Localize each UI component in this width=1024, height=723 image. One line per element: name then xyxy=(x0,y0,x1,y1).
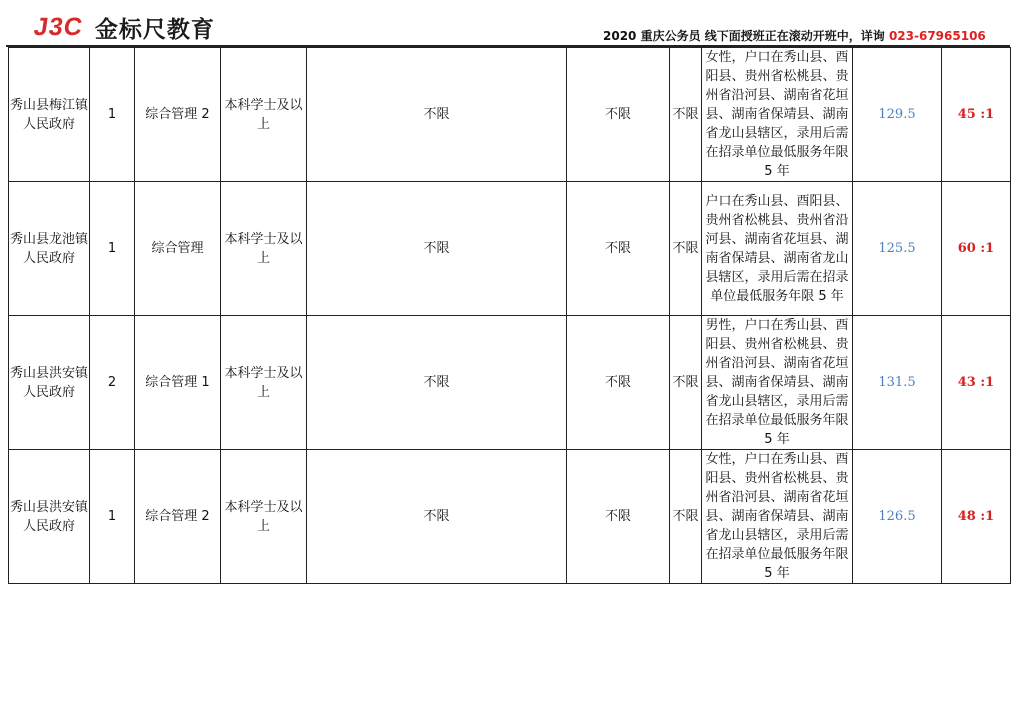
table-row xyxy=(9,316,1011,450)
cell-unit: 秀山县洪安镇人民政府 xyxy=(9,450,90,584)
recruitment-table xyxy=(8,47,1011,584)
cell-education: 本科学士及以上 xyxy=(221,450,307,584)
cell-conditions: 男性，户口在秀山县、酉阳县、贵州省松桃县、贵州省沿河县、湖南省花垣县、湖南省保靖县、湖南省龙山县辖区，录用后需在招录单位最低服务年限 5 年 xyxy=(702,316,853,450)
cell-ratio: 48 :1 xyxy=(942,450,1011,584)
cell-score: 131.5 xyxy=(853,316,942,450)
logo-text: 金标尺教育 xyxy=(94,16,215,43)
table-row xyxy=(9,48,1011,182)
logo-mark: J3C xyxy=(32,12,85,41)
cell-position: 综合管理 2 xyxy=(135,48,221,182)
cell-requirement-2: 不限 xyxy=(670,48,702,182)
cell-position: 综合管理 2 xyxy=(135,450,221,584)
page-header xyxy=(0,0,1024,46)
cell-education: 本科学士及以上 xyxy=(221,316,307,450)
cell-ratio: 45 :1 xyxy=(942,48,1011,182)
cell-score: 129.5 xyxy=(853,48,942,182)
contact-phone: 023-67965106 xyxy=(888,29,986,43)
cell-ratio: 60 :1 xyxy=(942,182,1011,316)
cell-education: 本科学士及以上 xyxy=(221,182,307,316)
cell-requirement: 不限 xyxy=(567,48,670,182)
cell-requirement-2: 不限 xyxy=(670,182,702,316)
cell-major: 不限 xyxy=(307,316,567,450)
cell-position: 综合管理 1 xyxy=(135,316,221,450)
cell-major: 不限 xyxy=(307,182,567,316)
cell-count: 1 xyxy=(90,182,135,316)
cell-requirement: 不限 xyxy=(567,182,670,316)
cell-major: 不限 xyxy=(307,48,567,182)
cell-requirement: 不限 xyxy=(567,316,670,450)
table-row xyxy=(9,182,1011,316)
cell-score: 125.5 xyxy=(853,182,942,316)
cell-conditions: 女性，户口在秀山县、酉阳县、贵州省松桃县、贵州省沿河县、湖南省花垣县、湖南省保靖县、湖南省龙山县辖区，录用后需在招录单位最低服务年限 5 年 xyxy=(702,48,853,182)
cell-conditions: 女性，户口在秀山县、酉阳县、贵州省松桃县、贵州省沿河县、湖南省花垣县、湖南省保靖县、湖南省龙山县辖区，录用后需在招录单位最低服务年限 5 年 xyxy=(702,450,853,584)
brand-logo xyxy=(34,12,215,42)
cell-education: 本科学士及以上 xyxy=(221,48,307,182)
cell-requirement-2: 不限 xyxy=(670,450,702,584)
notice-text: 2020 重庆公务员 线下面授班正在滚动开班中，详询 xyxy=(603,29,889,43)
cell-score: 126.5 xyxy=(853,450,942,584)
cell-position: 综合管理 xyxy=(135,182,221,316)
cell-requirement-2: 不限 xyxy=(670,316,702,450)
cell-conditions: 户口在秀山县、酉阳县、贵州省松桃县、贵州省沿河县、湖南省花垣县、湖南省保靖县、湖南省龙山县辖区，录用后需在招录单位最低服务年限 5 年 xyxy=(702,182,853,316)
cell-ratio: 43 :1 xyxy=(942,316,1011,450)
cell-count: 2 xyxy=(90,316,135,450)
cell-unit: 秀山县洪安镇人民政府 xyxy=(9,316,90,450)
cell-major: 不限 xyxy=(307,450,567,584)
cell-requirement: 不限 xyxy=(567,450,670,584)
cell-unit: 秀山县梅江镇人民政府 xyxy=(9,48,90,182)
cell-count: 1 xyxy=(90,48,135,182)
cell-unit: 秀山县龙池镇人民政府 xyxy=(9,182,90,316)
table-row xyxy=(9,450,1011,584)
cell-count: 1 xyxy=(90,450,135,584)
header-notice xyxy=(603,27,986,44)
